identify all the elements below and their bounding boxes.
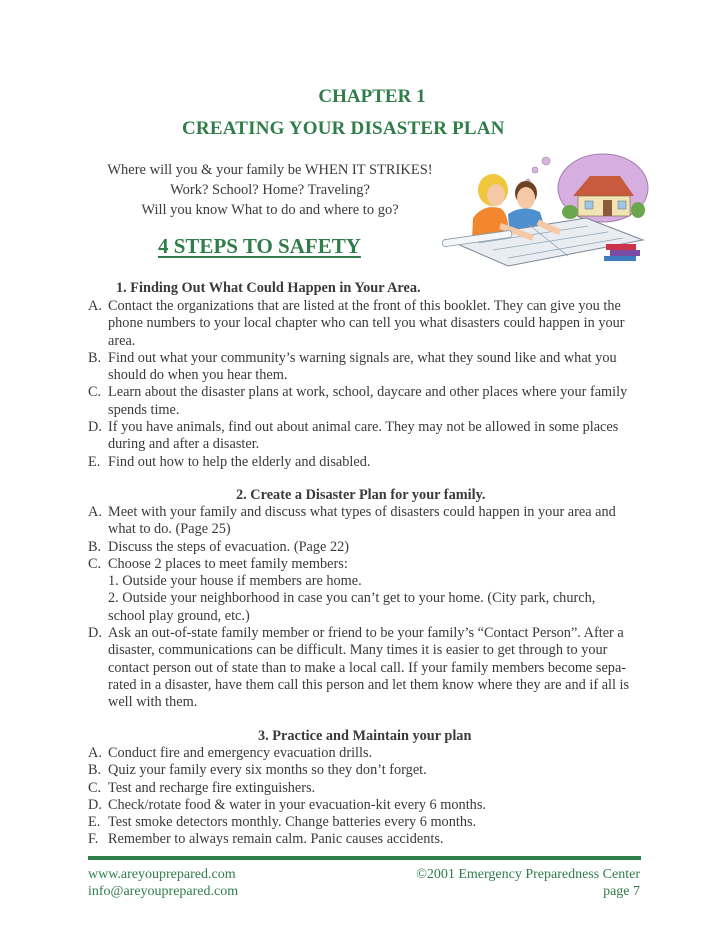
list-item: [88, 797, 648, 814]
book-blue: [604, 256, 636, 261]
intro-line: Where will you & your family be WHEN IT STRIKES!: [107, 162, 433, 178]
footer-email-link[interactable]: info@areyouprepared.com: [88, 884, 239, 899]
list-item-label: A.: [88, 745, 102, 761]
list-item-line: what to do. (Page 25): [108, 521, 231, 538]
book-red: [606, 244, 636, 250]
thought-bubble-small: [532, 167, 538, 173]
list-item: [88, 625, 648, 711]
steps-heading: 4 STEPS TO SAFETY: [158, 234, 361, 258]
section-heading: 1. Finding Out What Could Happen in Your Area.: [116, 280, 421, 296]
intro-block: [90, 160, 450, 220]
list-item-line: Quiz your family every six months so they don’t forget.: [108, 762, 427, 779]
list-item-line: well with them.: [108, 694, 198, 711]
page-number: page 7: [603, 884, 640, 899]
list-item: [88, 504, 648, 539]
list-item: [88, 454, 648, 471]
list-item-label: C.: [88, 779, 102, 796]
woman-face: [487, 184, 505, 206]
footer-copyright: ©2001 Emergency Preparedness Center: [416, 867, 640, 882]
intro-line: Will you know What to do and where to go?: [141, 202, 399, 218]
list-item-line: area.: [108, 332, 136, 349]
list-item: [88, 539, 648, 556]
list-item-label: E.: [88, 453, 101, 470]
list-item-label: A.: [88, 298, 102, 314]
list-item-line: school play ground, etc.): [108, 607, 250, 624]
section-1-list: [88, 298, 648, 471]
list-item: [88, 556, 648, 625]
list-item-label: B.: [88, 762, 102, 779]
list-item-line: Ask an out-of-state family member or friend to be your family’s “Contact Person”. After a: [108, 625, 624, 642]
section-2-list: [88, 504, 648, 712]
book-purple: [610, 250, 640, 256]
list-item-line: Check/rotate food & water in your evacuation-kit every 6 months.: [108, 796, 486, 813]
list-item-line: spends time.: [108, 401, 180, 418]
list-item-label: B.: [88, 538, 102, 555]
intro-line: Work? School? Home? Traveling?: [170, 182, 370, 198]
list-item: [88, 745, 648, 762]
list-item: [88, 831, 648, 848]
list-item-line: Find out what your community’s warning signals are, what they sound like and what you: [108, 349, 617, 366]
list-item-line: Contact the organizations that are listed at the front of this booklet. They can give you the: [108, 298, 621, 314]
list-item: [88, 814, 648, 831]
list-item-line: If you have animals, find out about animal care. They may not be allowed in some places: [108, 419, 619, 436]
list-item-line: Meet with your family and discuss what types of disasters could happen in your area and: [108, 504, 616, 520]
list-item-label: D.: [88, 419, 102, 436]
list-item-label: D.: [88, 796, 102, 813]
list-item-line: phone numbers to your local chapter who can tell you what disasters could happen in your: [108, 315, 625, 332]
list-item-line: Test smoke detectors monthly. Change batteries every 6 months.: [108, 814, 477, 831]
list-item-line: 1. Outside your house if members are home.: [108, 573, 362, 590]
list-item-line: Conduct fire and emergency evacuation drills.: [108, 745, 373, 761]
footer-website-link[interactable]: www.areyouprepared.com: [88, 867, 236, 882]
list-item: [88, 762, 648, 779]
list-item: [88, 780, 648, 797]
list-item: [88, 350, 648, 385]
list-item-label: C.: [88, 555, 102, 572]
list-item-line: Discuss the steps of evacuation. (Page 22): [108, 538, 350, 555]
list-item-line: disaster, communications can be difficult. Many times it is easier to get through to your: [108, 642, 608, 659]
list-item: [88, 384, 648, 419]
list-item: [88, 298, 648, 350]
couple-planning-illustration: [438, 148, 653, 268]
list-item-line: Choose 2 places to meet family members:: [108, 555, 348, 572]
man-face: [517, 187, 535, 209]
list-item-line: during and after a disaster.: [108, 436, 260, 453]
list-item-label: A.: [88, 504, 102, 520]
list-item-line: Test and recharge fire extinguishers.: [108, 779, 316, 796]
section-heading: 3. Practice and Maintain your plan: [258, 728, 472, 744]
chapter-number: CHAPTER 1: [318, 86, 426, 107]
section-3-list: [88, 745, 648, 849]
list-item: [88, 419, 648, 454]
list-item-line: Learn about the disaster plans at work, school, daycare and other places where your family: [108, 384, 628, 401]
chapter-title: CREATING YOUR DISASTER PLAN: [182, 118, 505, 139]
footer-divider: [88, 856, 641, 860]
list-item-line: rated in a disaster, have them call this person and let them know where they are and if all is: [108, 676, 630, 693]
list-item-line: should do when you hear them.: [108, 367, 288, 384]
list-item-label: E.: [88, 814, 101, 831]
list-item-label: B.: [88, 349, 102, 366]
list-item-label: C.: [88, 384, 102, 401]
thought-bubble-medium: [542, 157, 550, 165]
list-item-line: contact person out of state than to make a local call. If your family members become sepa-: [108, 659, 627, 676]
list-item-line: 2. Outside your neighborhood in case you can’t get to your home. (City park, church,: [108, 590, 596, 607]
list-item-line: Find out how to help the elderly and disabled.: [108, 453, 371, 470]
list-item-label: F.: [88, 831, 99, 848]
list-item-label: D.: [88, 625, 102, 642]
section-heading: 2. Create a Disaster Plan for your family.: [236, 487, 486, 503]
list-item-line: Remember to always remain calm. Panic causes accidents.: [108, 831, 444, 848]
